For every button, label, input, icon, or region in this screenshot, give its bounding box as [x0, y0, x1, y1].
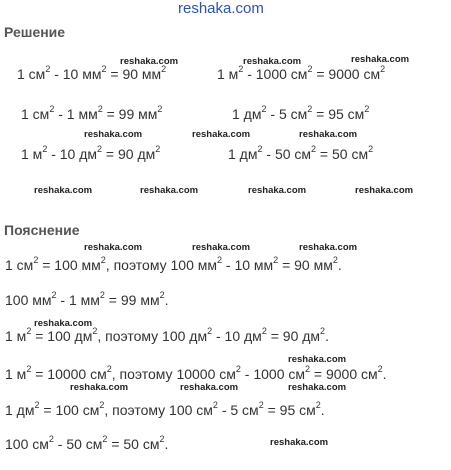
- exponent: 2: [257, 144, 263, 155]
- exponent: 2: [212, 400, 218, 411]
- equation-text: - 1 мм: [54, 106, 98, 122]
- equation-text: 1 м: [21, 146, 43, 162]
- equation-text: .: [337, 257, 342, 273]
- exponent: 2: [207, 326, 213, 337]
- watermark: reshaka.com: [355, 185, 414, 196]
- equation-text: .: [382, 366, 387, 382]
- exponent: 2: [99, 290, 105, 301]
- exponent: 2: [161, 64, 167, 75]
- solution-equation: [21, 106, 162, 122]
- exponent: 2: [97, 104, 103, 115]
- equation-text: - 10 дм: [47, 146, 98, 162]
- exponent: 2: [42, 144, 48, 155]
- equation-text: 1 дм: [232, 106, 262, 122]
- equation-text: , поэтому 100 дм: [97, 328, 208, 344]
- explanation-heading: Пояснение: [4, 222, 80, 238]
- watermark: reshaka.com: [243, 56, 302, 67]
- exponent: 2: [368, 144, 374, 155]
- exponent: 2: [106, 364, 112, 375]
- watermark: reshaka.com: [120, 56, 179, 67]
- equation-text: = 10000 см: [31, 366, 107, 382]
- exponent: 2: [380, 64, 386, 75]
- exponent: 2: [26, 326, 32, 337]
- explanation-line: [5, 257, 342, 273]
- equation-text: - 5 см: [217, 402, 259, 418]
- watermark: reshaka.com: [84, 242, 143, 253]
- equation-text: - 10 дм: [212, 328, 262, 344]
- watermark: reshaka.com: [299, 129, 358, 140]
- equation-text: - 1 мм: [56, 292, 100, 308]
- exponent: 2: [311, 144, 317, 155]
- equation-text: - 1000 см: [243, 66, 308, 82]
- equation-text: - 50 см: [262, 146, 312, 162]
- equation-text: .: [164, 292, 169, 308]
- exponent: 2: [33, 255, 39, 266]
- exponent: 2: [51, 290, 57, 301]
- solution-equation: [217, 66, 385, 82]
- equation-text: - 10 мм: [222, 257, 274, 273]
- equation-text: 1 м: [5, 328, 27, 344]
- equation-text: = 100 дм: [31, 328, 93, 344]
- watermark: reshaka.com: [192, 129, 251, 140]
- exponent: 2: [261, 104, 267, 115]
- watermark: reshaka.com: [84, 129, 143, 140]
- explanation-line: [5, 366, 387, 382]
- exponent: 2: [315, 400, 321, 411]
- watermark: reshaka.com: [140, 185, 199, 196]
- equation-text: = 9000 см: [312, 66, 381, 82]
- explanation-line: [5, 402, 325, 418]
- equation-text: , поэтому 100 мм: [105, 257, 217, 273]
- watermark: reshaka.com: [192, 242, 251, 253]
- exponent: 2: [159, 434, 165, 445]
- equation-text: = 90 дм: [102, 146, 156, 162]
- equation-text: = 100 см: [39, 402, 100, 418]
- equation-text: = 9000 см: [310, 366, 378, 382]
- equation-text: - 50 см: [53, 436, 103, 452]
- equation-text: .: [325, 328, 329, 344]
- exponent: 2: [238, 64, 244, 75]
- explanation-line: [5, 328, 329, 344]
- equation-text: - 5 см: [266, 106, 308, 122]
- exponent: 2: [261, 326, 267, 337]
- solution-equation: [228, 146, 373, 162]
- equation-text: 1 см: [21, 106, 50, 122]
- exponent: 2: [157, 104, 163, 115]
- exponent: 2: [364, 104, 370, 115]
- watermark: reshaka.com: [70, 382, 129, 393]
- exponent: 2: [159, 290, 165, 301]
- equation-text: = 50 см: [107, 436, 160, 452]
- watermark: reshaka.com: [248, 185, 307, 196]
- equation-text: = 50 см: [316, 146, 369, 162]
- exponent: 2: [45, 64, 51, 75]
- equation-text: .: [320, 402, 325, 418]
- equation-text: = 90 мм: [278, 257, 333, 273]
- equation-text: = 90 дм: [266, 328, 321, 344]
- equation-text: = 99 мм: [104, 292, 160, 308]
- exponent: 2: [377, 364, 383, 375]
- explanation-line: [5, 436, 168, 452]
- watermark: reshaka.com: [288, 382, 347, 393]
- watermark: reshaka.com: [180, 382, 239, 393]
- equation-text: 1 дм: [228, 146, 258, 162]
- equation-text: = 90 мм: [106, 66, 162, 82]
- exponent: 2: [235, 364, 241, 375]
- exponent: 2: [332, 255, 338, 266]
- equation-text: = 95 см: [312, 106, 365, 122]
- equation-text: - 10 мм: [50, 66, 102, 82]
- exponent: 2: [320, 326, 326, 337]
- equation-text: 1 дм: [5, 402, 35, 418]
- site-title[interactable]: reshaka.com: [178, 0, 264, 17]
- watermark: reshaka.com: [288, 354, 347, 365]
- solution-heading: Решение: [4, 24, 66, 40]
- solution-equation: [21, 146, 160, 162]
- equation-text: , поэтому 10000 см: [111, 366, 236, 382]
- exponent: 2: [307, 104, 313, 115]
- exponent: 2: [307, 64, 313, 75]
- equation-text: 1 м: [5, 366, 27, 382]
- explanation-line: [5, 292, 168, 308]
- equation-text: 1 м: [217, 66, 239, 82]
- exponent: 2: [48, 434, 54, 445]
- equation-text: 1 см: [17, 66, 46, 82]
- exponent: 2: [49, 104, 55, 115]
- exponent: 2: [102, 434, 108, 445]
- equation-text: = 95 см: [263, 402, 316, 418]
- exponent: 2: [92, 326, 98, 337]
- equation-text: - 1000 см: [240, 366, 306, 382]
- exponent: 2: [217, 255, 223, 266]
- equation-text: , поэтому 100 см: [104, 402, 213, 418]
- watermark: reshaka.com: [270, 437, 329, 448]
- equation-text: = 100 мм: [38, 257, 101, 273]
- exponent: 2: [305, 364, 311, 375]
- exponent: 2: [101, 64, 107, 75]
- equation-text: .: [164, 436, 169, 452]
- watermark: reshaka.com: [34, 318, 93, 329]
- watermark: reshaka.com: [351, 54, 410, 65]
- exponent: 2: [155, 144, 161, 155]
- exponent: 2: [97, 144, 103, 155]
- exponent: 2: [258, 400, 264, 411]
- equation-text: 100 мм: [5, 292, 52, 308]
- exponent: 2: [99, 400, 105, 411]
- exponent: 2: [100, 255, 106, 266]
- watermark: reshaka.com: [34, 185, 93, 196]
- solution-equation: [232, 106, 369, 122]
- exponent: 2: [273, 255, 279, 266]
- exponent: 2: [34, 400, 40, 411]
- exponent: 2: [26, 364, 32, 375]
- solution-equation: [17, 66, 166, 82]
- equation-text: 1 см: [5, 257, 34, 273]
- equation-text: 100 см: [5, 436, 49, 452]
- equation-text: = 99 мм: [102, 106, 158, 122]
- watermark: reshaka.com: [299, 242, 358, 253]
